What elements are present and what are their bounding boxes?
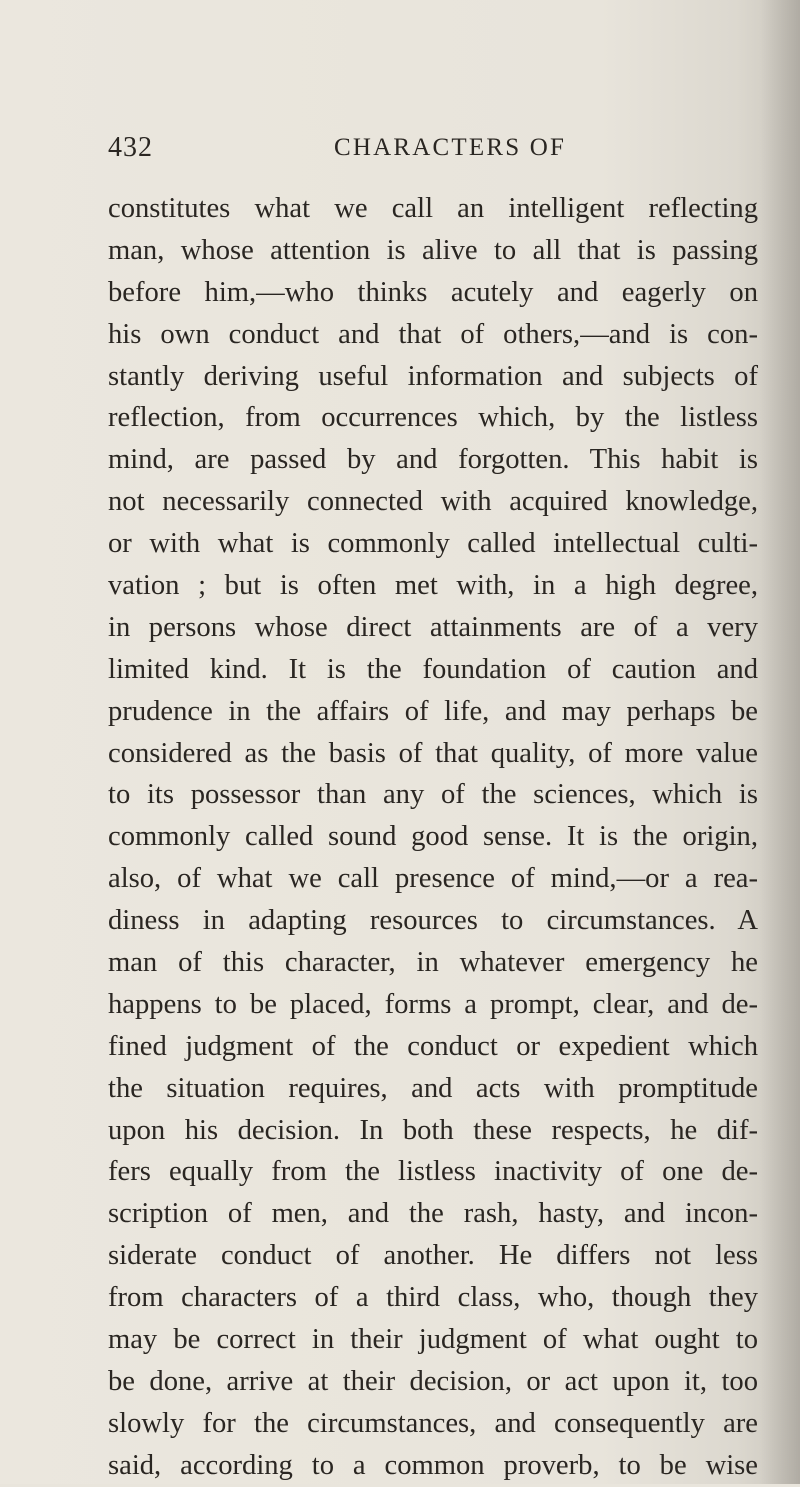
text-line: considered as the basis of that quality, of more value xyxy=(108,737,758,769)
text-line: scription of men, and the rash, hasty, and incon- xyxy=(108,1198,758,1230)
text-line: be done, arrive at their decision, or act upon it, too xyxy=(108,1365,758,1397)
text-line: reflection, from occurrences which, by the listless xyxy=(108,402,758,434)
text-line: mind, are passed by and forgotten. This habit is xyxy=(108,444,758,476)
text-line: commonly called sound good sense. It is the origin, xyxy=(108,821,758,853)
text-line: from characters of a third class, who, though they xyxy=(108,1282,758,1314)
text-line: diness in adapting resources to circumstances. A xyxy=(108,905,758,937)
text-line: limited kind. It is the foundation of caution and xyxy=(108,653,758,685)
text-line: also, of what we call presence of mind,—or a rea- xyxy=(108,863,758,895)
text-line: fers equally from the listless inactivity of one de- xyxy=(108,1156,758,1188)
text-line: fined judgment of the conduct or expedient which xyxy=(108,1030,758,1062)
text-line: siderate conduct of another. He differs not less xyxy=(108,1240,758,1272)
text-line: not necessarily connected with acquired knowledge, xyxy=(108,486,758,518)
page-number: 432 xyxy=(108,132,153,163)
text-line: or with what is commonly called intellectual culti- xyxy=(108,528,758,560)
text-line: before him,—who thinks acutely and eagerly on xyxy=(108,276,758,308)
text-line: constitutes what we call an intelligent reflecting xyxy=(108,193,758,224)
text-line: man of this character, in whatever emergency he xyxy=(108,947,758,979)
text-line: in persons whose direct attainments are of a very xyxy=(108,611,758,643)
text-line: vation ; but is often met with, in a high degree, xyxy=(108,570,758,602)
body-text xyxy=(108,188,758,1487)
text-line: may be correct in their judgment of what ought to xyxy=(108,1324,758,1356)
text-line: happens to be placed, forms a prompt, clear, and de- xyxy=(108,988,758,1020)
page-header xyxy=(108,132,748,172)
text-line: to its possessor than any of the sciences, which is xyxy=(108,779,758,811)
text-line: man, whose attention is alive to all that is passing xyxy=(108,234,758,266)
text-line: stantly deriving useful information and subjects of xyxy=(108,360,758,392)
text-line: prudence in the affairs of life, and may perhaps be xyxy=(108,695,758,727)
text-line: the situation requires, and acts with promptitude xyxy=(108,1072,758,1104)
text-line: upon his decision. In both these respects, he dif- xyxy=(108,1114,758,1146)
text-line: his own conduct and that of others,—and is con- xyxy=(108,318,758,350)
running-head: CHARACTERS OF xyxy=(334,134,567,161)
text-line: slowly for the circumstances, and consequently are xyxy=(108,1407,758,1439)
text-line: said, according to a common proverb, to be wise xyxy=(108,1449,758,1481)
page-edge-shadow xyxy=(760,0,800,1484)
